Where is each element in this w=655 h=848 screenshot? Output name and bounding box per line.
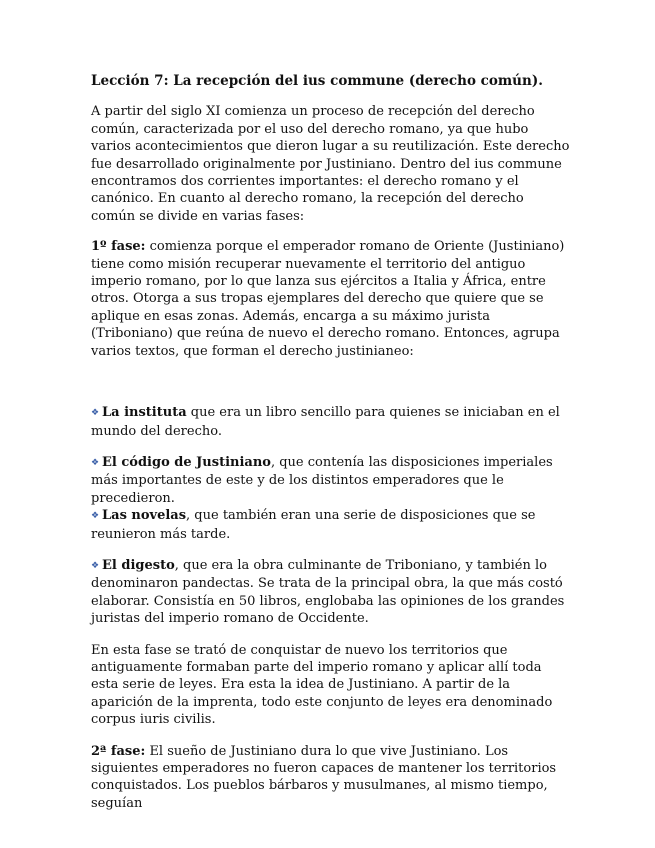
document-page (91, 68, 571, 812)
bullet-label: Las novelas (102, 508, 187, 524)
phase-2-text: El sueño de Justiniano dura lo que vive Justiniano. Los siguientes emperadores no fueron capaces de mantener los territorios conquistados. Los pueblos bárbaros y musulmanes, al mismo tiempo, seguían (91, 743, 557, 811)
bullet-item-instituta (91, 404, 571, 440)
diamond-bullet-icon: ❖ (91, 560, 100, 571)
bullet-item-codigo (91, 454, 571, 507)
diamond-bullet-icon: ❖ (91, 408, 100, 419)
bullet-item-novelas (91, 507, 571, 543)
bullet-label: El digesto (102, 557, 175, 573)
bullet-item-digesto (91, 557, 571, 628)
summary-paragraph: En esta fase se trató de conquistar de nuevo los territorios que antiguamente formaban parte del imperio romano y aplicar allí toda esta serie de leyes. Era esta la idea de Justiniano. A partir de la aparición de la imprenta, todo este conjunto de leyes era denominado corpus iuris civilis. (91, 642, 553, 728)
bullet-text: , que era la obra culminante de Triboniano, y también lo denominaron pandectas. Se trata de la principal obra, la que más costó elaborar. Consistía en 50 libros, englobaba las opiniones de los grandes juristas del imperio romano de Occidente. (91, 557, 565, 627)
phase-2-label: 2ª fase: (91, 743, 146, 759)
diamond-bullet-icon: ❖ (91, 457, 100, 468)
bullet-text: que era un libro sencillo para quienes se iniciaban en el mundo del derecho. (91, 405, 560, 439)
phase-1-text: comienza porque el emperador romano de Oriente (Justiniano) tiene como misión recuperar nuevamente el territorio del antiguo imperio romano, por lo que lanza sus ejércitos a Italia y África, entre otros. Otorga a sus tropas ejemplares del derecho que quiere que se aplique en esas zonas. Además, encarga a su máximo jurista (Triboniano) que reúna de nuevo el derecho romano. Entonces, agrupa varios textos, que forman el derecho justinianeo: (91, 239, 565, 359)
bullet-label: La instituta (102, 405, 187, 421)
phase-1-paragraph (91, 238, 571, 360)
phase-2-paragraph (91, 743, 571, 813)
bullet-text: , que contenía las disposiciones imperiales más importantes de este y de los distintos emperadores que le precedieron. (91, 454, 553, 506)
bullet-text: , que también eran una serie de disposiciones que se reunieron más tarde. (91, 508, 536, 542)
intro-paragraph: A partir del siglo XI comienza un proceso de recepción del derecho común, caracterizada por el uso del derecho romano, ya que hubo varios acontecimientos que dieron lugar a su reutilización. Este derecho fue desarrollado originalmente por Justiniano. Dentro del ius commune encontramos dos corrientes importantes: el derecho romano y el canónico. En cuanto al derecho romano, la recepción del derecho común se divide en varias fases: (91, 104, 570, 224)
diamond-bullet-icon: ❖ (91, 511, 100, 522)
bullet-label: El código de Justiniano (102, 454, 271, 470)
lesson-title: Lección 7: La recepción del ius commune (derecho común). (91, 73, 543, 89)
phase-1-label: 1º fase: (91, 239, 146, 255)
